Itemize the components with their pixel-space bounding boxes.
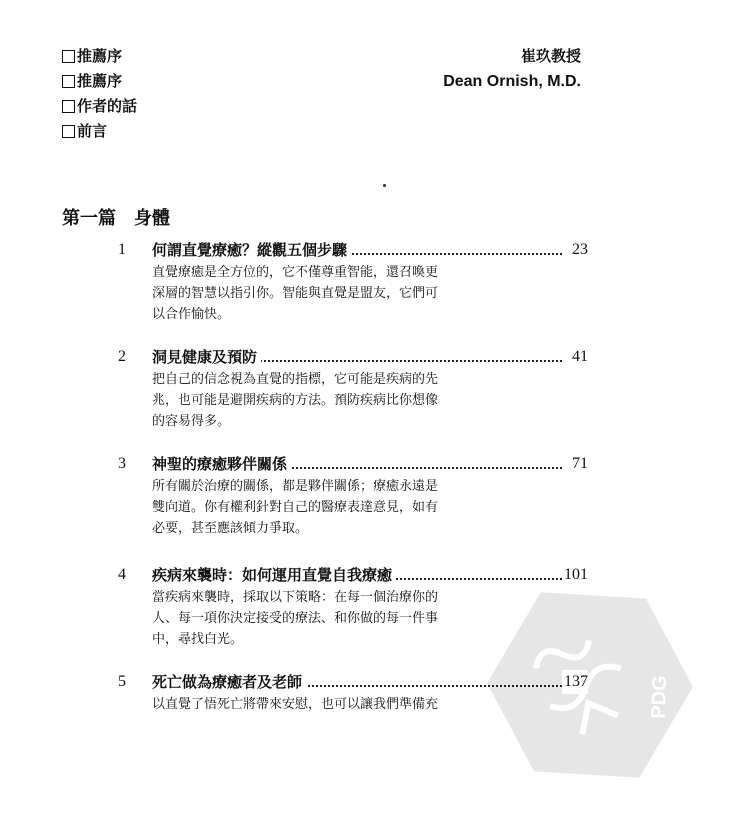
front-matter-item[interactable] [62, 119, 137, 144]
checkbox-icon [62, 100, 75, 113]
description-line: 所有關於治療的關係，都是夥伴關係；療癒永遠是 [152, 479, 439, 494]
watermark-text: PDG [647, 675, 672, 720]
part-heading [62, 204, 170, 230]
chapter-description [152, 262, 552, 325]
chapter-number: 2 [118, 348, 126, 365]
description-line: 雙向道。你有權利針對自己的醫療表達意見，如有 [152, 500, 439, 515]
front-matter-item[interactable] [62, 69, 137, 94]
author-name: 崔玖教授 [520, 47, 581, 65]
checkbox-icon [62, 125, 75, 138]
front-matter-label: 作者的話 [77, 97, 138, 115]
chapter-number: 5 [118, 673, 126, 690]
part-number: 第一篇 [62, 208, 116, 229]
front-matter-label: 推薦序 [77, 72, 123, 90]
description-line: 把自己的信念視為直覺的指標，它可能是疾病的先 [152, 372, 439, 387]
description-line: 必要，甚至應該傾力爭取。 [152, 521, 309, 536]
description-line: 兆，也可能是避開疾病的方法。預防疾病比你想像 [152, 393, 439, 408]
chapter-title[interactable]: 神聖的療癒夥伴關係 [152, 452, 291, 476]
chapter-page: 71 [570, 452, 588, 476]
stray-dot [383, 184, 386, 187]
description-line: 當疾病來襲時，採取以下策略：在每一個治療你的 [152, 590, 439, 605]
toc-chapter[interactable] [118, 345, 588, 432]
front-matter-label: 推薦序 [77, 47, 123, 65]
chapter-number: 1 [118, 241, 126, 258]
author-list [443, 44, 581, 94]
chapter-page: 41 [570, 345, 588, 369]
description-line: 以合作愉快。 [152, 307, 231, 322]
description-line: 的容易得多。 [152, 414, 231, 429]
description-line: 以直覺了悟死亡將帶來安慰，也可以讓我們準備充 [152, 697, 439, 712]
chapter-title[interactable]: 死亡做為療癒者及老師 [152, 670, 306, 694]
chapter-title[interactable]: 洞見健康及預防 [152, 345, 261, 369]
toc-chapter[interactable] [118, 452, 588, 539]
author-name: Dean Ornish, M.D. [443, 73, 581, 90]
front-matter-list [62, 44, 137, 144]
toc-chapter[interactable] [118, 238, 588, 325]
part-title: 身體 [134, 208, 170, 229]
chapter-page: 23 [570, 238, 588, 262]
chapter-page: 101 [562, 563, 588, 587]
chapter-number: 3 [118, 455, 126, 472]
chapter-title[interactable]: 何謂直覺療癒？縱觀五個步驟 [152, 238, 351, 262]
checkbox-icon [62, 75, 75, 88]
front-matter-item[interactable] [62, 44, 137, 69]
chapter-title[interactable]: 疾病來襲時：如何運用直覺自我療癒 [152, 563, 396, 587]
description-line: 直覺療癒是全方位的，它不僅尊重智能，還召喚更 [152, 265, 439, 280]
chapter-page: 137 [562, 670, 588, 694]
chapter-number: 4 [118, 566, 126, 583]
front-matter-label: 前言 [77, 122, 108, 140]
chapter-description [152, 369, 552, 432]
description-line: 中，尋找白光。 [152, 632, 244, 647]
front-matter-item[interactable] [62, 94, 137, 119]
description-line: 深層的智慧以指引你。智能與直覺是盟友，它們可 [152, 286, 439, 301]
description-line: 人、每一項你決定接受的療法、和你做的每一件事 [152, 611, 439, 626]
chapter-description [152, 476, 552, 539]
checkbox-icon [62, 50, 75, 63]
